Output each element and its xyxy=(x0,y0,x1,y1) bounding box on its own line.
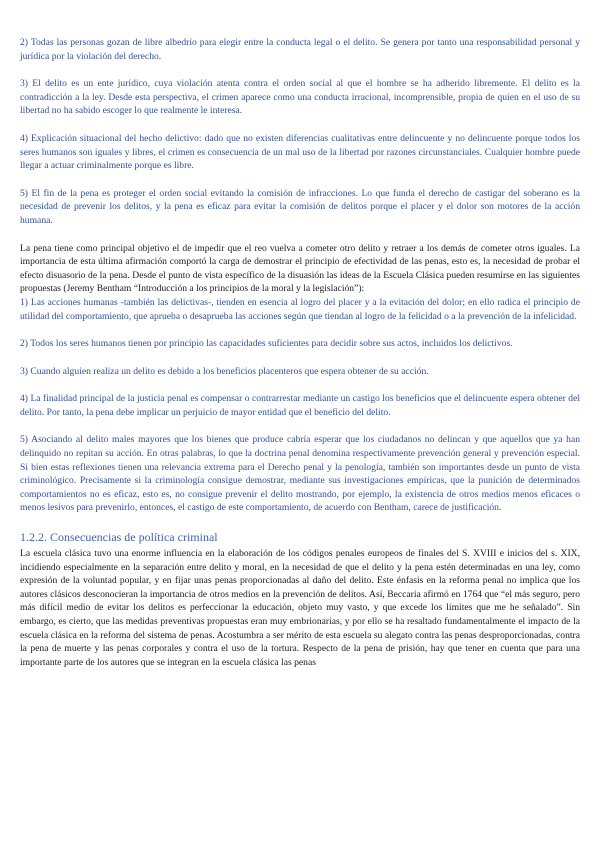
principle-3: 3) El delito es un ente jurídico, cuya violación atenta contra el orden social al que el hombre se ha adherido libremente. El delito es la contradicción a la ley. Desde esta perspectiva, el crimen aparece como una conducta irracional, incomprensible, propia de quien en el uso de su libertad no ha sabido escoger lo que realmente le interesa. xyxy=(20,78,580,117)
final-paragraph: La escuela clásica tuvo una enorme influencia en la elaboración de los códigos penales europeos de finales del S. XVIII e inicios del s. XIX, incidiendo especialmente en la separación entre delito y moral, en la necesidad de que el delito y la pena estén determinadas en una ley, como expresión de la voluntad popular, y en fijar unas penas proporcionadas al daño del delito. Este énfasis en la reforma penal no implica que los autores clásicos desconocieran la importancia de otros medios en la prevención de delitos. Así, Beccaría afirmó en 1764 que “el más seguro, pero más difícil medio de evitar los delitos es perfeccionar la educación, objeto muy vasto, y que excede los límites que me he señalado”. Sin embargo, es cierto, que las medidas preventivas propuestas eran muy embrionarias, y por ello se ha resaltado fundamentalmente el impacto de la escuela clásica en la reforma del sistema de penas. Acostumbra a ser mérito de esta escuela su alegato contra las penas desproporcionadas, contra la pena de muerte y las penas corporales y contra el uso de la tortura. Respecto de la pena de prisión, hay que tener en cuenta que para una importante parte de los autores que se integran en la escuela clásica las penas xyxy=(20,548,580,668)
intro-paragraph: La pena tiene como principal objetivo el de impedir que el reo vuelva a cometer otro delito y retraer a los demás de cometer otros iguales. La importancia de esta última afirmación comportó la carga de demostrar el principio de efectividad de las penas, esto es, la necesidad de probar el efecto disuasorio de la pena. Desde el punto de vista específico de la disuasión las ideas de la Escuela Clásica pueden resumirse en las siguientes propuestas (Jeremy Bentham “Introducción a los principios de la moral y la legislación”): xyxy=(20,242,580,295)
proposal-1: 1) Las acciones humanas -también las delictivas-, tienden en esencia al logro del placer y a la evitación del dolor; en ello radica el principio de utilidad del comportamiento, que aprueba o desaprueba las acciones según que tiendan al logro de la felicidad o a la prevención de la infelicidad. xyxy=(20,296,580,322)
principle-5: 5) El fin de la pena es proteger el orden social evitando la comisión de infracciones. Lo que funda el derecho de castigar del soberano es la necesidad de prevenir los delitos, y la pena es eficaz para evitar la comisión de delitos porque el placer y el dolor son motores de la acción humana. xyxy=(20,187,580,226)
proposal-3: 3) Cuando alguien realiza un delito es debido a los beneficios placenteros que espera obtener de su acción. xyxy=(20,365,429,377)
proposal-2: 2) Todos los seres humanos tienen por principio las capacidades suficientes para decidir sobre sus actos, incluidos los delictivos. xyxy=(20,338,513,350)
principle-2: 2) Todas las personas gozan de libre albedrío para elegir entre la conducta legal o el delito. Se genera por tanto una responsabilidad personal y jurídica por la violación del derecho. xyxy=(20,37,580,62)
principle-4: 4) Explicación situacional del hecho delictivo: dado que no existen diferencias cualitativas entre delincuente y no delincuente porque todos los seres humanos son iguales y libres, el crimen es consecuencia de un mal uso de la libertad por razones circunstanciales. Cualquier hombre puede llegar a actuar criminalmente porque es libre. xyxy=(20,132,580,172)
proposal-4: 4) La finalidad principal de la justicia penal es compensar o contrarrestar mediante un castigo los beneficios que el delincuente espera obtener del delito. Por tanto, la pena debe implicar un perjuicio de mayor entidad que el beneficio del delito. xyxy=(20,393,580,418)
section-heading: 1.2.2. Consecuencias de política criminal xyxy=(20,530,218,545)
proposal-5: 5) Asociando al delito males mayores que los bienes que produce cabría esperar que los ciudadanos no delincan y que aquellos que ya han delinquido no repitan su acción. En otras palabras, lo que la doctrina penal denomina respectivamente prevención general y prevención especial. Si bien estas reflexiones tienen una relevancia extrema para el Derecho penal y la penología, también son importantes desde un punto de vista criminológico. Precisamente si la criminología consigue demostrar, mediante sus investigaciones empíricas, que la punición de determinados comportamientos no es eficaz, esto es, no consigue prevenir el delito mostrando, por ejemplo, la existencia de otros medios menos eficaces o menos lesivos para prevenirlo, entonces, el castigo de este comportamiento, de acuerdo con Bentham, carece de justificación. xyxy=(20,434,580,514)
